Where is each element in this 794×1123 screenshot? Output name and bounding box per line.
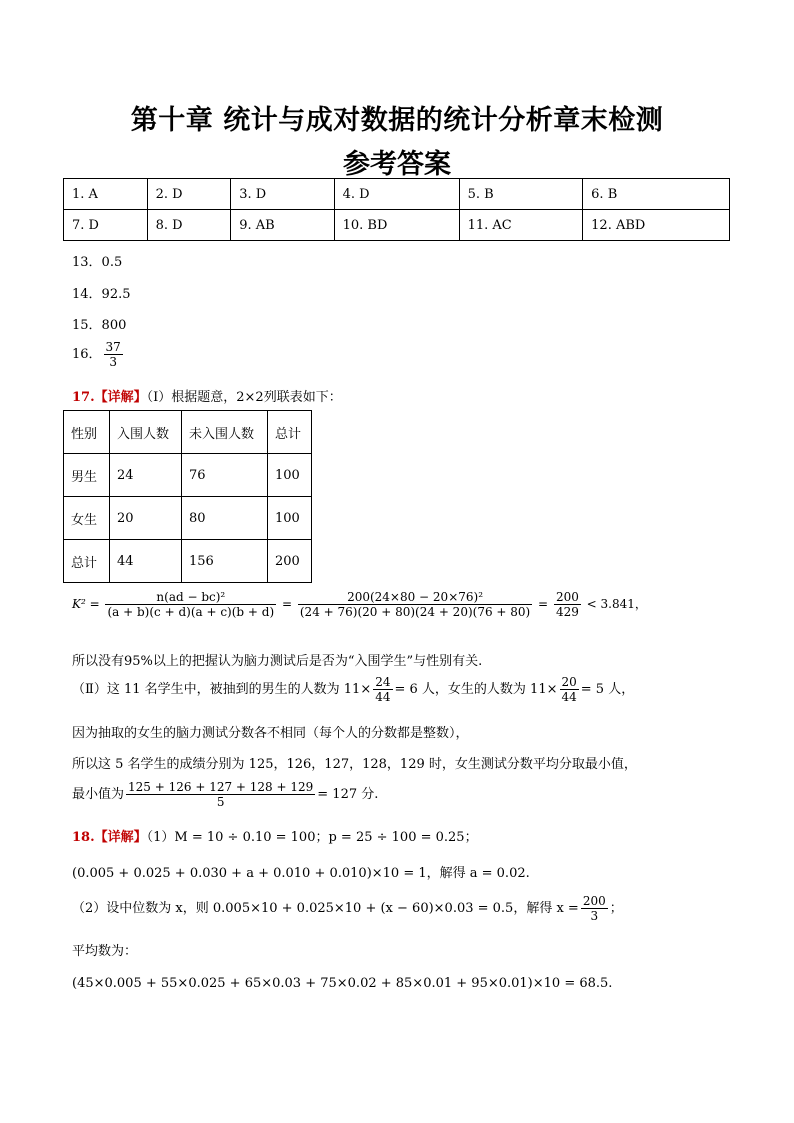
fraction-numerator: 125 + 126 + 127 + 128 + 129 bbox=[128, 780, 314, 794]
answer-cell: 7. D bbox=[64, 210, 148, 241]
q18-part2 bbox=[72, 894, 623, 923]
answer-cell: 6. B bbox=[583, 179, 730, 210]
page-subtitle: 参考答案 bbox=[343, 149, 451, 180]
table-header-cell: 未入围人数 bbox=[182, 411, 268, 454]
q17-label: 17.【详解】 bbox=[72, 390, 147, 405]
fraction-numerator: 24 bbox=[375, 675, 391, 689]
table-cell: 24 bbox=[110, 454, 182, 497]
table-header-cell: 性别 bbox=[64, 411, 110, 454]
answer-16-label: 16． bbox=[72, 347, 102, 362]
table-cell: 76 bbox=[182, 454, 268, 497]
q18-average-equation: (45×0.005 + 55×0.025 + 65×0.03 + 75×0.02 + 85×0.01 + 95×0.01)×10 = 68.5. bbox=[72, 976, 613, 991]
answer-15: 15．800 bbox=[72, 318, 127, 333]
table-header-row bbox=[64, 411, 312, 454]
k-squared-formula bbox=[72, 590, 647, 619]
q17-part2 bbox=[72, 675, 634, 704]
fraction-denominator: 3 bbox=[109, 355, 117, 369]
fraction bbox=[105, 590, 276, 619]
table-cell: 156 bbox=[182, 540, 268, 583]
answer-cell: 2. D bbox=[147, 179, 231, 210]
table-cell: 20 bbox=[110, 497, 182, 540]
answer-cell: 10. BD bbox=[334, 210, 459, 241]
fraction bbox=[373, 675, 392, 704]
q18-average-label: 平均数为： bbox=[72, 944, 138, 959]
q18-part1 bbox=[72, 826, 478, 845]
fraction-numerator: n(ad − bc)² bbox=[105, 590, 276, 605]
fraction-numerator: 37 bbox=[105, 340, 121, 354]
q17-intro bbox=[72, 386, 342, 405]
q17-reason: 因为抽取的女生的脑力测试分数各不相同（每个人的分数都是整数）， bbox=[72, 726, 469, 741]
formula-tail: < 3.841， bbox=[586, 597, 647, 611]
answer-cell: 9. AB bbox=[231, 210, 334, 241]
answer-cell: 8. D bbox=[147, 210, 231, 241]
part2-text: = 6 人，女生的人数为 11× bbox=[394, 682, 558, 697]
answer-table bbox=[63, 178, 730, 241]
q18-part1-equation: (0.005 + 0.025 + 0.030 + a + 0.010 + 0.010)×10 = 1，解得 a = 0.02. bbox=[72, 866, 530, 881]
fraction-denominator: 3 bbox=[590, 909, 599, 923]
table-header-cell: 入围人数 bbox=[110, 411, 182, 454]
fraction-numerator: 200 bbox=[582, 894, 606, 908]
q17-scores: 所以这 5 名学生的成绩分别为 125，126，127，128，129 时，女生测试分数平均分取最小值， bbox=[72, 757, 637, 772]
table-cell: 200 bbox=[268, 540, 312, 583]
answer-cell: 12. ABD bbox=[583, 210, 730, 241]
fraction-denominator: (a + b)(c + d)(a + c)(b + d) bbox=[107, 605, 275, 619]
fraction-denominator: 44 bbox=[375, 690, 391, 704]
table-row bbox=[64, 540, 312, 583]
table-cell: 44 bbox=[110, 540, 182, 583]
q18-part2-tail: ； bbox=[609, 901, 623, 916]
fraction bbox=[560, 675, 579, 704]
min-tail: = 127 分. bbox=[317, 787, 379, 802]
table-cell: 100 bbox=[268, 497, 312, 540]
fraction bbox=[104, 340, 123, 369]
answer-row bbox=[64, 210, 730, 241]
fraction-denominator: 5 bbox=[216, 795, 225, 809]
part2-text: = 5 人， bbox=[580, 682, 635, 697]
q18-part1-text: （1）M = 10 ÷ 0.10 = 100；p = 25 ÷ 100 = 0.25； bbox=[146, 830, 478, 845]
table-cell: 总计 bbox=[64, 540, 110, 583]
answer-13: 13．0.5 bbox=[72, 255, 123, 270]
equals-sign: = bbox=[281, 597, 293, 611]
fraction bbox=[298, 590, 532, 619]
table-cell: 男生 bbox=[64, 454, 110, 497]
fraction-denominator: 429 bbox=[555, 605, 579, 619]
table-row bbox=[64, 497, 312, 540]
fraction-numerator: 200 bbox=[555, 590, 579, 604]
q18-part2-text: （2）设中位数为 x，则 0.005×10 + 0.025×10 + (x − 60)×0.03 = 0.5，解得 x = bbox=[72, 901, 579, 916]
min-label: 最小值为 bbox=[72, 787, 125, 802]
formula-lhs: K² = bbox=[72, 597, 100, 611]
table-cell: 80 bbox=[182, 497, 268, 540]
answer-14: 14．92.5 bbox=[72, 287, 131, 302]
q17-intro-text: （Ⅰ）根据题意，2×2列联表如下： bbox=[146, 390, 342, 405]
answer-cell: 1. A bbox=[64, 179, 148, 210]
answer-16 bbox=[72, 340, 125, 369]
answer-cell: 4. D bbox=[334, 179, 459, 210]
table-row bbox=[64, 454, 312, 497]
table-header-cell: 总计 bbox=[268, 411, 312, 454]
fraction bbox=[554, 590, 581, 619]
part2-text: （Ⅱ）这 11 名学生中，被抽到的男生的人数为 11× bbox=[72, 682, 372, 697]
table-cell: 100 bbox=[268, 454, 312, 497]
answer-row bbox=[64, 179, 730, 210]
q17-min-value bbox=[72, 780, 378, 809]
answer-cell: 5. B bbox=[459, 179, 583, 210]
answer-cell: 11. AC bbox=[459, 210, 583, 241]
fraction-denominator: 44 bbox=[561, 690, 577, 704]
q17-conclusion: 所以没有95%以上的把握认为脑力测试后是否为“入围学生”与性别有关. bbox=[72, 654, 483, 669]
contingency-table bbox=[63, 410, 312, 583]
fraction bbox=[126, 780, 315, 809]
fraction-denominator: (24 + 76)(20 + 80)(24 + 20)(76 + 80) bbox=[299, 605, 531, 619]
fraction-numerator: 200(24×80 − 20×76)² bbox=[298, 590, 532, 605]
page-title: 第十章 统计与成对数据的统计分析章末检测 bbox=[130, 105, 664, 136]
table-cell: 女生 bbox=[64, 497, 110, 540]
answer-cell: 3. D bbox=[231, 179, 334, 210]
fraction bbox=[581, 894, 608, 923]
fraction-numerator: 20 bbox=[561, 675, 577, 689]
q18-label: 18.【详解】 bbox=[72, 830, 147, 845]
equals-sign: = bbox=[538, 597, 549, 611]
